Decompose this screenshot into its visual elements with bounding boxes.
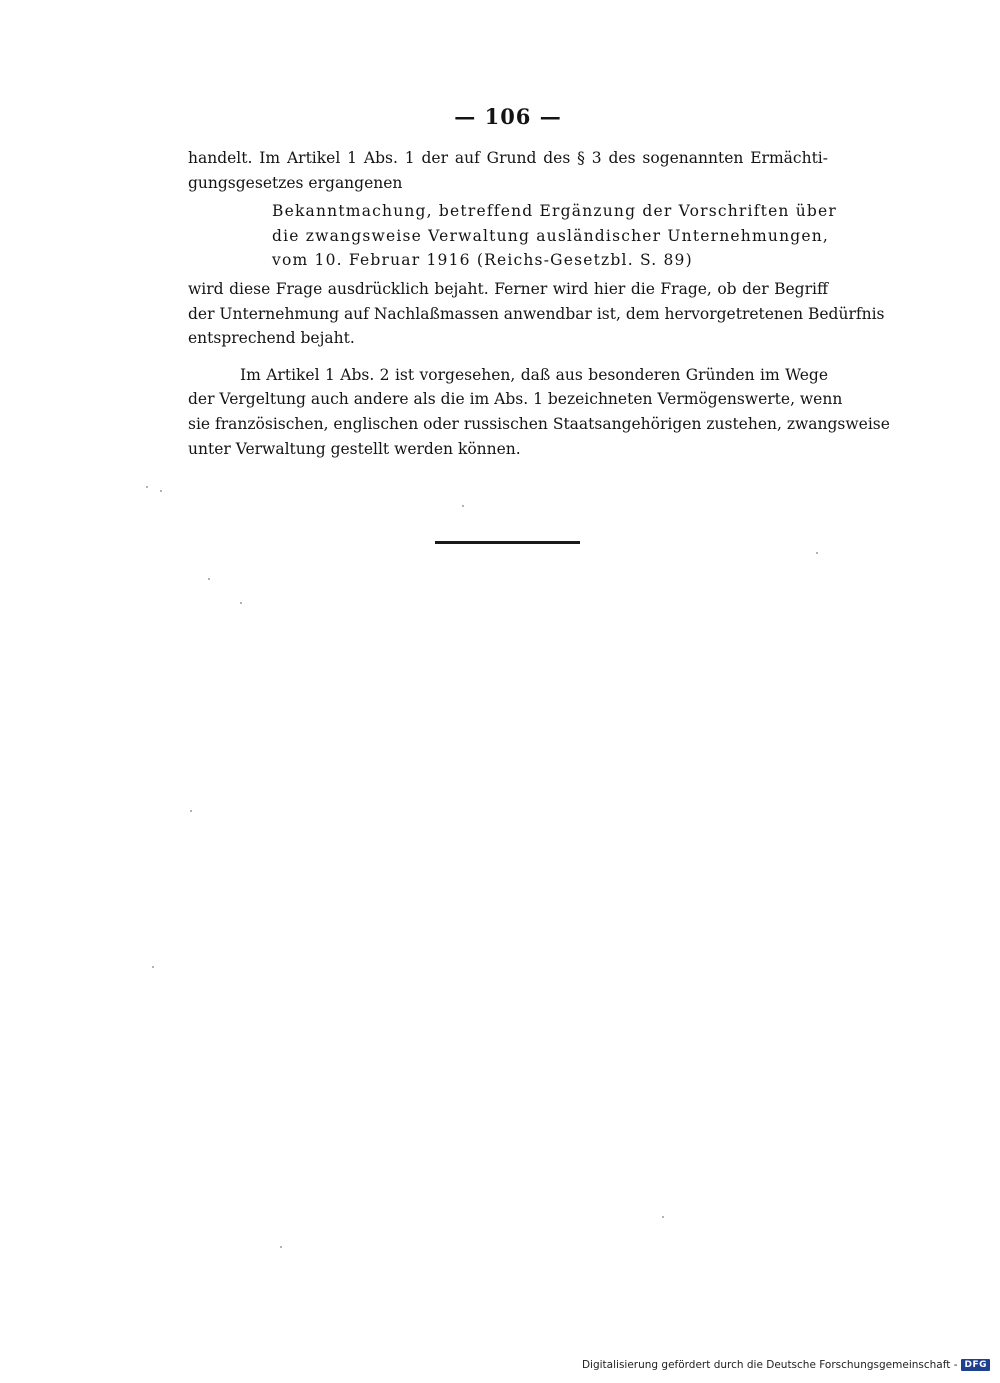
footer-text: Digitalisierung gefördert durch die Deutsche Forschungsgemeinschaft - [581,1359,958,1371]
scan-speck [280,1246,282,1248]
paragraph-gap [188,351,828,363]
page-number: — 106 — [454,104,562,129]
paragraph-2-line-1: wird diese Frage ausdrücklich bejaht. Ferner wird hier die Frage, ob der Begriff [188,279,828,298]
digitization-footer [582,1359,990,1371]
paragraph-2-line-2: der Unternehmung auf Nachlaßmassen anwendbar ist, dem hervorgetretenen Bedürfnis [188,304,885,323]
body-text [188,146,890,461]
quoted-title-line-3: vom 10. Februar 1916 (Reichs-Gesetzbl. S. 89) [272,251,693,270]
paragraph-3-line-4: unter Verwaltung gestellt werden können. [188,439,521,458]
paragraph-1-line-1: handelt. Im Artikel 1 Abs. 1 der auf Grund des § 3 des sogenannten Ermächti- [188,149,828,167]
scan-speck [662,1216,664,1218]
paragraph-1-line-2: gungsgesetzes ergangenen [188,173,403,192]
paragraph-3-line-2: der Vergeltung auch andere als die im Abs. 1 bezeichneten Vermögenswerte, wenn [188,390,843,409]
quoted-title [272,199,838,273]
paragraph-1 [188,146,828,195]
section-divider [435,541,580,544]
paragraph-2 [188,277,885,351]
paragraph-2-line-3: entsprechend bejaht. [188,329,355,348]
quoted-title-line-2: die zwangsweise Verwaltung ausländischer Unternehmungen, [272,226,830,245]
scan-speck [816,552,818,554]
scan-speck [190,810,192,812]
paragraph-3 [188,363,890,461]
scan-speck [160,490,162,492]
paragraph-3-line-1: Im Artikel 1 Abs. 2 ist vorgesehen, daß aus besonderen Gründen im Wege [240,365,828,384]
scan-speck [240,602,242,604]
scan-speck [152,966,154,968]
quoted-title-line-1: Bekanntmachung, betreffend Ergänzung der Vorschriften über [272,202,838,221]
paragraph-3-line-3: sie französischen, englischen oder russischen Staatsangehörigen zustehen, zwangsweise [188,414,890,433]
dfg-logo-icon: DFG [961,1359,990,1371]
scan-speck [462,505,464,507]
scan-speck [146,486,148,488]
scan-speck [208,578,210,580]
